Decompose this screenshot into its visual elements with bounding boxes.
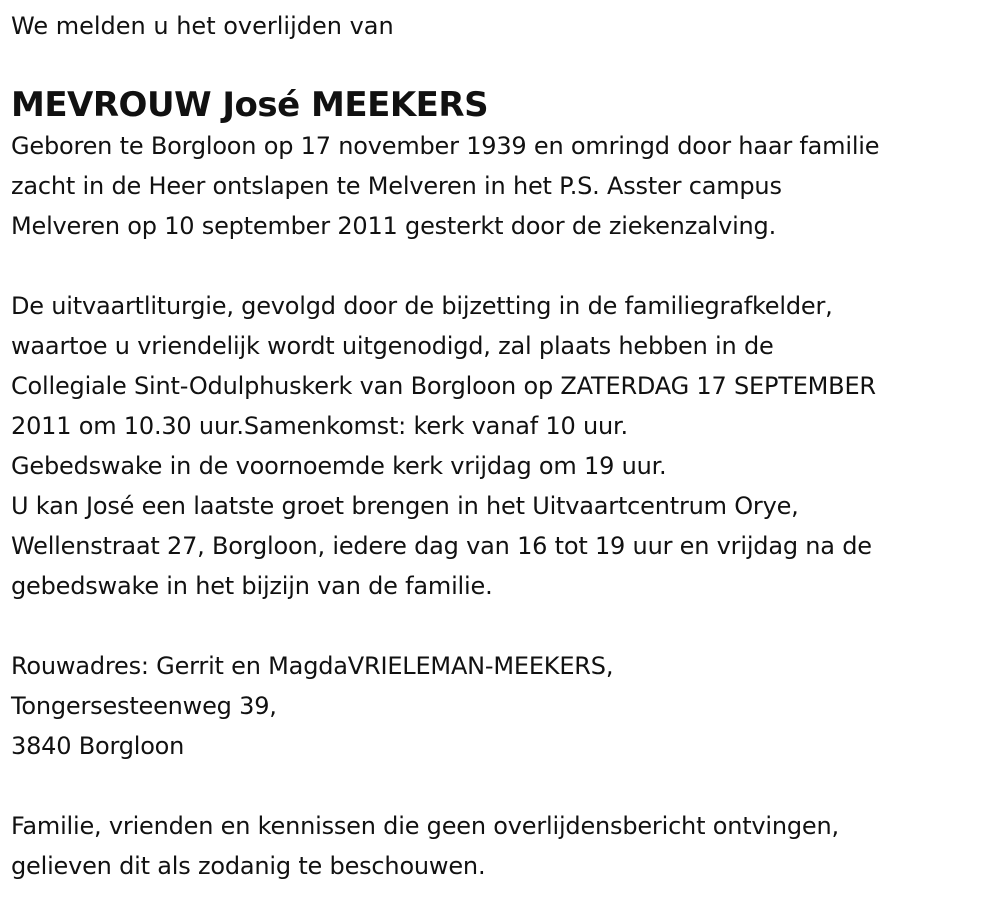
text-line: Familie, vrienden en kennissen die geen overlijdensbericht ontvingen,: [11, 812, 839, 840]
text-line: Collegiale Sint-Odulphuskerk van Borgloon op ZATERDAG 17 SEPTEMBER: [11, 372, 876, 400]
text-line: Geboren te Borgloon op 17 november 1939 en omringd door haar familie: [11, 132, 880, 160]
text-line: Tongersesteenweg 39,: [11, 692, 277, 720]
text-line: Rouwadres: Gerrit en MagdaVRIELEMAN-MEEKERS,: [11, 652, 614, 680]
text-line: 2011 om 10.30 uur.Samenkomst: kerk vanaf 10 uur.: [11, 412, 628, 440]
text-line: gelieven dit als zodanig te beschouwen.: [11, 852, 486, 880]
text-line: Wellenstraat 27, Borgloon, iedere dag van 16 tot 19 uur en vrijdag na de: [11, 532, 872, 560]
text-line: Melveren op 10 september 2011 gesterkt door de ziekenzalving.: [11, 212, 777, 240]
notice-intro: We melden u het overlijden van: [11, 12, 394, 40]
text-line: U kan José een laatste groet brengen in het Uitvaartcentrum Orye,: [11, 492, 799, 520]
text-line: Gebedswake in de voornoemde kerk vrijdag om 19 uur.: [11, 452, 667, 480]
birth-death-paragraph: [11, 126, 991, 246]
text-line: waartoe u vriendelijk wordt uitgenodigd, zal plaats hebben in de: [11, 332, 774, 360]
text-line: De uitvaartliturgie, gevolgd door de bijzetting in de familiegrafkelder,: [11, 292, 833, 320]
text-line: zacht in de Heer ontslapen te Melveren in het P.S. Asster campus: [11, 172, 782, 200]
death-notice: [11, 6, 991, 886]
deceased-name: MEVROUW José MEEKERS: [11, 85, 489, 125]
text-line: 3840 Borgloon: [11, 732, 185, 760]
closing-paragraph: [11, 806, 991, 886]
text-line: gebedswake in het bijzijn van de familie.: [11, 572, 493, 600]
funeral-paragraph: [11, 286, 991, 606]
mourning-address: [11, 646, 991, 766]
